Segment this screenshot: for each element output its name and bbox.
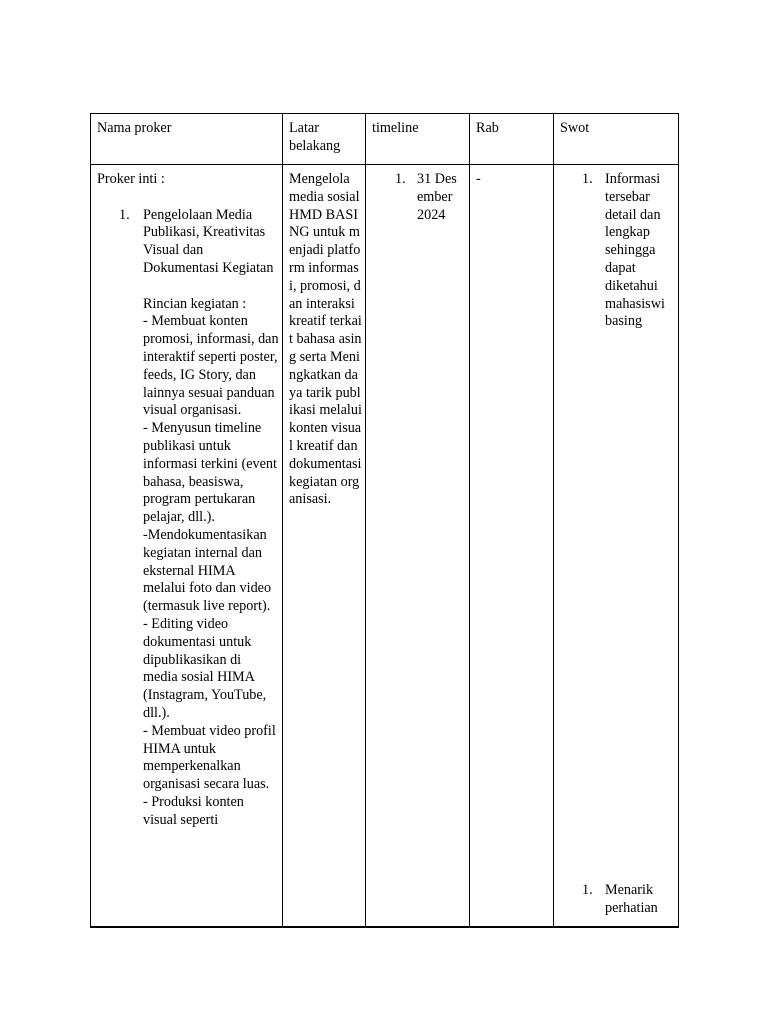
proker-label: Proker inti :	[97, 171, 165, 187]
timeline-number: 1.	[395, 171, 406, 187]
swot-item	[582, 882, 676, 918]
rincian-label: Rincian kegiatan :	[143, 295, 247, 312]
cell-swot	[554, 165, 679, 928]
rincian-item: - Membuat konten promosi, informasi, dan interaktif seperti poster, feeds, IG Story, dan lainnya sesuai panduan visual organisasi.	[143, 313, 279, 419]
rab-value: -	[476, 171, 481, 187]
rincian-item: - Editing video dokumentasi untuk dipublikasikan di media sosial HIMA (Instagram, YouTube, dll.).	[143, 615, 267, 721]
header-cell-timeline	[366, 114, 470, 165]
rincian-item: -Mendokumentasikan kegiatan internal dan eksternal HIMA melalui foto dan video (termasuk live report).	[143, 526, 272, 615]
swot-item-text: Menarik perhatian	[605, 882, 658, 917]
header-timeline: timeline	[372, 120, 419, 136]
header-latar-belakang: Latar belakang	[289, 120, 341, 154]
header-cell-nama-proker	[91, 114, 283, 165]
rincian-item: - Membuat video profil HIMA untuk memperkenalkan organisasi secara luas.	[143, 722, 276, 793]
proker-item	[119, 207, 279, 830]
swot-item-number: 1.	[582, 171, 593, 187]
timeline-item	[395, 171, 463, 224]
timeline-value: 31 Desember 2024	[417, 171, 457, 223]
swot-item	[582, 171, 676, 331]
swot-item-number: 1.	[582, 882, 593, 899]
header-nama-proker: Nama proker	[97, 120, 172, 136]
proker-item-title: Pengelolaan Media Publikasi, Kreativitas Visual dan Dokumentasi Kegiatan	[143, 206, 274, 276]
body-row	[91, 165, 679, 928]
header-row	[91, 114, 679, 165]
header-rab: Rab	[476, 120, 499, 136]
cell-rab	[470, 165, 554, 928]
cell-nama-proker	[91, 165, 283, 928]
proker-item-number: 1.	[119, 206, 130, 223]
header-cell-swot	[554, 114, 679, 165]
header-cell-rab	[470, 114, 554, 165]
swot-item-text: Informasi tersebar detail dan lengkap sehingga dapat diketahui mahasiswi basing	[605, 171, 665, 330]
header-swot: Swot	[560, 120, 590, 136]
rincian-item: - Menyusun timeline publikasi untuk informasi terkini (event bahasa, beasiswa, program pertukaran pelajar, dll.).	[143, 420, 277, 526]
latar-belakang-text: Mengelola media sosial HMD BASING untuk menjadi platform informasi, promosi, dan interaksi kreatif terkait bahasa asing serta Meningkatkan daya tarik publikasi melalui konten visual kreatif dan dokumentasi kegiatan organisasi.	[289, 171, 362, 508]
cell-timeline	[366, 165, 470, 928]
proker-table	[90, 113, 679, 928]
rincian-item: - Produksi konten visual seperti	[143, 793, 244, 828]
header-cell-latar-belakang	[283, 114, 366, 165]
cell-latar-belakang	[283, 165, 366, 928]
